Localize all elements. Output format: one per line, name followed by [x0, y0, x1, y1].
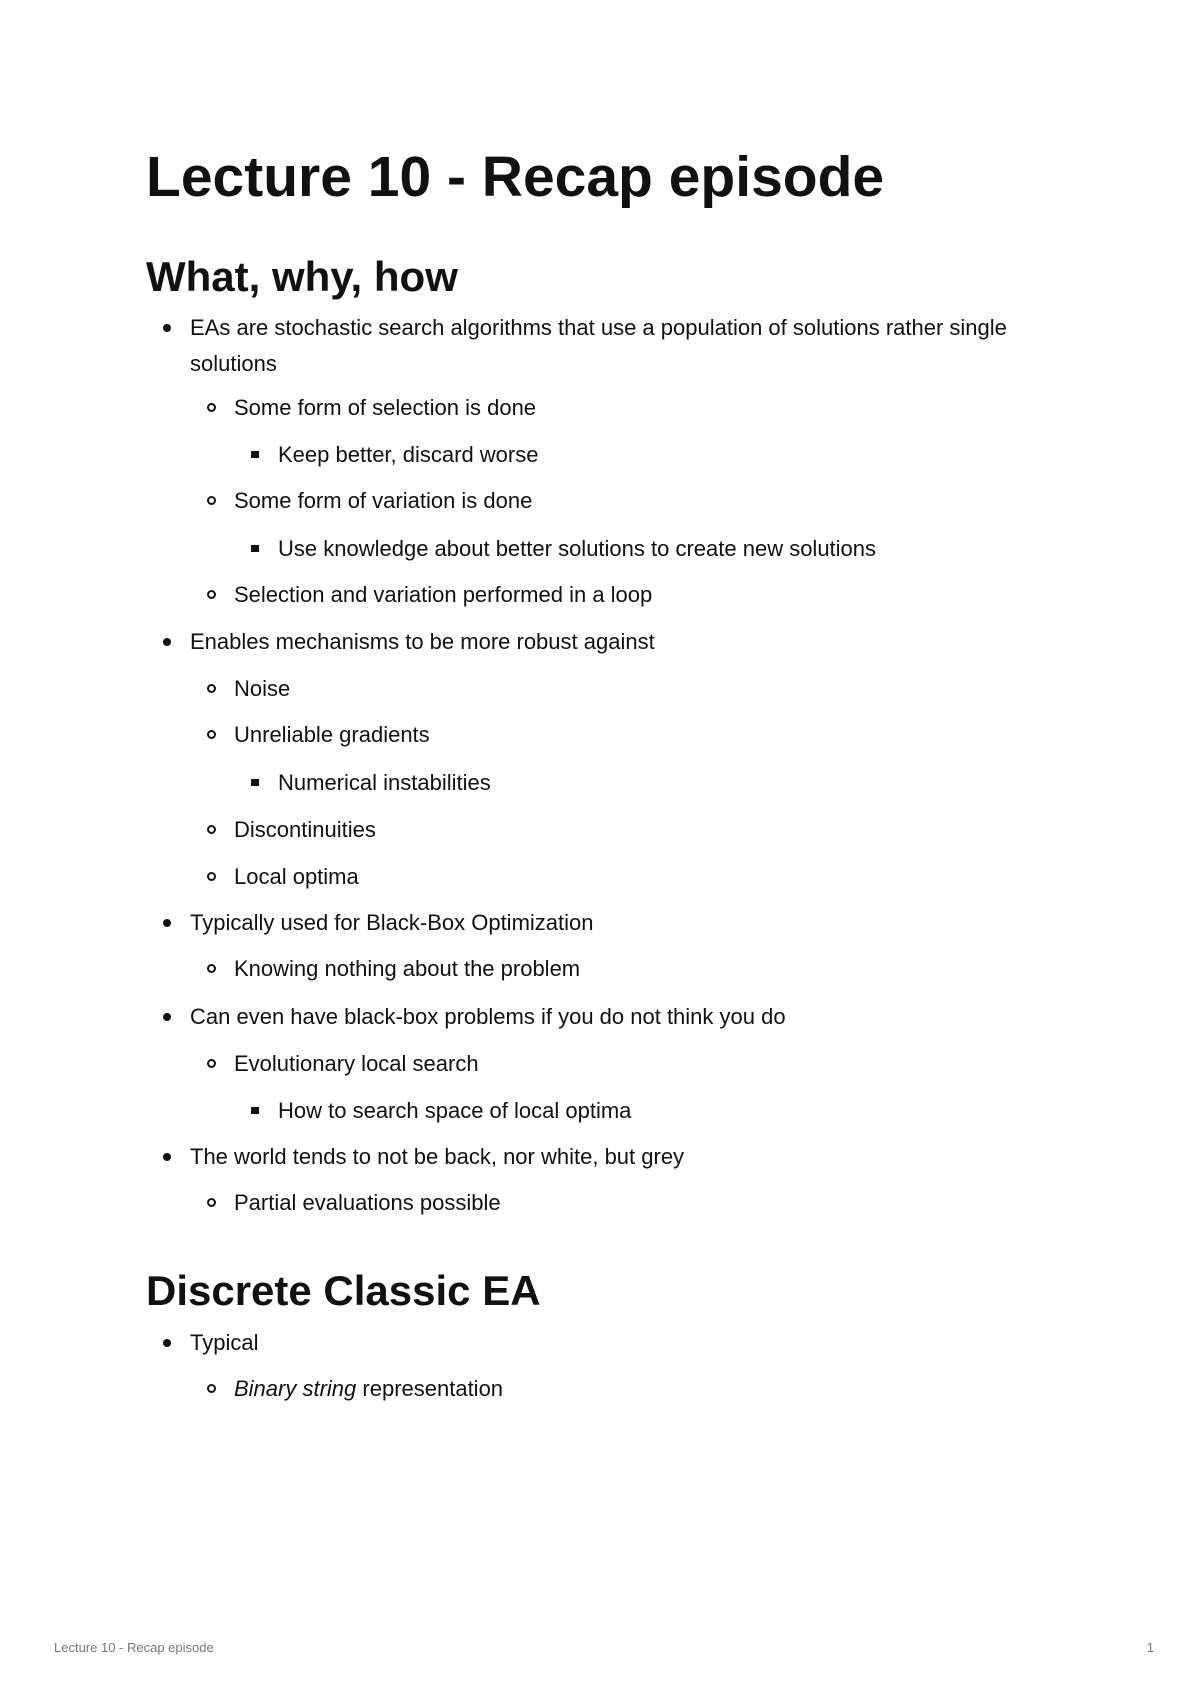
list-item-text: Unreliable gradients — [234, 722, 430, 747]
list-item — [234, 1371, 1014, 1407]
section-heading-discrete-classic-ea: Discrete Classic EA — [146, 1267, 541, 1314]
list-item — [234, 859, 1014, 895]
list-item — [190, 999, 1010, 1035]
bullet-square-icon — [251, 779, 259, 786]
list-item — [234, 717, 1014, 753]
list-item — [278, 765, 1018, 801]
list-item-text: The world tends to not be back, nor white, but grey — [190, 1144, 685, 1169]
list-item-text: How to search space of local optima — [278, 1098, 632, 1123]
list-item-text — [234, 1376, 503, 1401]
list-item — [190, 624, 1010, 660]
bullet-square-icon — [251, 1107, 259, 1114]
list-item-text: Keep better, discard worse — [278, 442, 539, 467]
list-item-text: Knowing nothing about the problem — [234, 956, 581, 981]
list-item-text: Typical — [190, 1330, 259, 1355]
bullet-circle-icon — [207, 496, 216, 505]
bullet-circle-icon — [207, 964, 216, 973]
bullet-circle-icon — [207, 684, 216, 693]
list-item — [234, 951, 1014, 987]
list-item-text: Numerical instabilities — [278, 770, 491, 795]
list-item-text: Typically used for Black-Box Optimization — [190, 910, 594, 935]
list-item-text: Partial evaluations possible — [234, 1190, 501, 1215]
list-item — [190, 310, 1010, 382]
bullet-circle-icon — [207, 403, 216, 412]
list-item — [190, 1325, 1010, 1361]
bullet-circle-icon — [207, 1384, 216, 1393]
list-item — [234, 390, 1014, 426]
list-item-text: EAs are stochastic search algorithms that use a population of solutions rather single solutions — [190, 315, 1007, 376]
list-item — [234, 1046, 1014, 1082]
bullet-circle-icon — [207, 1059, 216, 1068]
list-item — [190, 1139, 1010, 1175]
list-item — [234, 671, 1014, 707]
bullet-disc-icon — [163, 638, 171, 646]
bullet-disc-icon — [163, 1153, 171, 1161]
list-item-text: Local optima — [234, 864, 359, 889]
footer-page-number: 1 — [1146, 1640, 1154, 1655]
section-heading-what-why-how: What, why, how — [146, 253, 458, 300]
bullet-circle-icon — [207, 872, 216, 881]
bullet-square-icon — [251, 545, 259, 552]
list-item — [278, 1093, 1018, 1129]
bullet-disc-icon — [163, 1013, 171, 1021]
bullet-disc-icon — [163, 919, 171, 927]
list-item-text: Enables mechanisms to be more robust against — [190, 629, 655, 654]
list-item-text-suffix: representation — [356, 1376, 504, 1401]
list-item — [234, 1185, 1014, 1221]
list-item-text: Noise — [234, 676, 291, 701]
list-item — [278, 531, 1018, 567]
document-title: Lecture 10 - Recap episode — [146, 145, 885, 209]
bullet-circle-icon — [207, 825, 216, 834]
bullet-circle-icon — [207, 590, 216, 599]
list-item-text: Selection and variation performed in a loop — [234, 582, 653, 607]
bullet-circle-icon — [207, 730, 216, 739]
emphasis-text: Binary string — [234, 1376, 357, 1401]
list-item — [278, 437, 1018, 473]
bullet-square-icon — [251, 451, 259, 458]
list-item — [234, 812, 1014, 848]
footer-document-title: Lecture 10 - Recap episode — [54, 1640, 214, 1655]
list-item-text: Some form of selection is done — [234, 395, 537, 420]
list-item-text: Discontinuities — [234, 817, 376, 842]
list-item — [234, 577, 1014, 613]
list-item-text: Evolutionary local search — [234, 1051, 479, 1076]
list-item-text: Use knowledge about better solutions to create new solutions — [278, 536, 877, 561]
list-item-text: Can even have black-box problems if you do not think you do — [190, 1004, 786, 1029]
bullet-disc-icon — [163, 1339, 171, 1347]
list-item-text: Some form of variation is done — [234, 488, 533, 513]
list-item — [234, 483, 1014, 519]
bullet-circle-icon — [207, 1198, 216, 1207]
bullet-disc-icon — [163, 324, 171, 332]
list-item — [190, 905, 1010, 941]
